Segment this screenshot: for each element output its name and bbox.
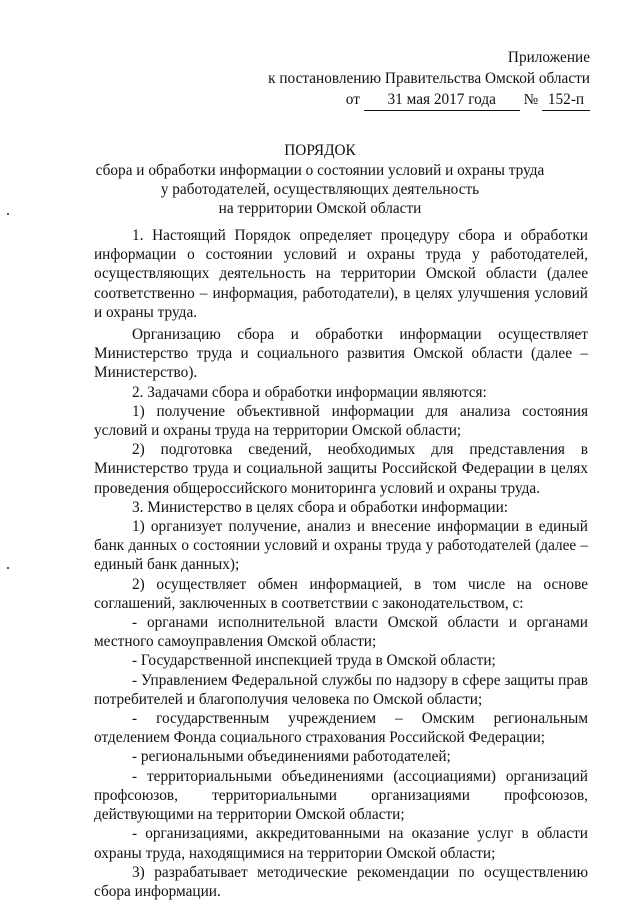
title-heading: ПОРЯДОК xyxy=(284,142,356,159)
dash-item-accredited-orgs: - организациями, аккредитованными на оказание услуг в области охраны труда, находящимися на территории Омской области; xyxy=(94,825,588,862)
dash-item-authorities: - органами исполнительной власти Омской области и органами местного самоуправления Омской области; xyxy=(94,614,588,651)
resolution-number: 152-п xyxy=(542,89,590,111)
dash-item-trade-unions: - территориальными объединениями (ассоциациями) организаций профсоюзов, территориальными организациями профсоюзов, действующими на территории Омской области; xyxy=(94,767,588,824)
list-item-3-1: 1) организует получение, анализ и внесение информации в единый банк данных о состоянии условий и охраны труда у работодателей (далее – единый банк данных); xyxy=(94,518,588,574)
appendix-block xyxy=(190,47,590,110)
paragraph-1: 1. Настоящий Порядок определяет процедуру сбора и обработки информации о состоянии условий и охраны труда у работодателей, осуществляющих деятельность на территории Омской области (далее соответственно – информация, работодатели), в целях улучшения условий и охраны труда. xyxy=(94,227,588,321)
document-title xyxy=(0,141,640,218)
appendix-date-line xyxy=(190,89,590,110)
from-label: от xyxy=(345,91,360,108)
title-line-3: на территории Омской области xyxy=(218,200,422,217)
list-item-2-2: 2) подготовка сведений, необходимых для представления в Министерство труда и социальной защиты Российской Федерации в целях проведения общероссийского мониторинга условий и охраны труда. xyxy=(94,441,588,497)
list-item-3-2: 2) осуществляет обмен информацией, в том числе на основе соглашений, заключенных в соответствии с законодательством, с: xyxy=(94,575,588,612)
list-item-3-3: 3) разрабатывает методические рекомендации по осуществлению сбора информации. xyxy=(94,863,588,900)
paragraph-3: 3. Министерство в целях сбора и обработки информации: xyxy=(132,498,509,516)
list-item-2-1: 1) получение объективной информации для анализа состояния условий и охраны труда на территории Омской области; xyxy=(94,402,588,440)
paragraph-organization: Организацию сбора и обработки информации осуществляет Министерство труда и социального развития Омской области (далее – Министерство). xyxy=(94,326,588,382)
dash-item-employers: - региональными объединениями работодателей; xyxy=(132,748,451,766)
title-line-1: сбора и обработки информации о состоянии условий и охраны труда xyxy=(95,162,545,179)
dash-item-rospotrebnadzor: - Управлением Федеральной службы по надзору в сфере защиты прав потребителей и благополучия человека по Омской области; xyxy=(94,671,588,708)
scan-speck xyxy=(7,567,9,569)
document-body xyxy=(94,226,588,901)
dash-item-social-insurance: - государственным учреждением – Омским региональным отделением Фонда социального страхования Российской Федерации; xyxy=(94,710,588,747)
paragraph-2: 2. Задачами сбора и обработки информации являются: xyxy=(132,383,487,401)
appendix-resolution: к постановлению Правительства Омской области xyxy=(268,70,590,87)
number-label: № xyxy=(523,91,539,108)
title-line-2: у работодателей, осуществляющих деятельность xyxy=(160,181,480,198)
dash-item-labor-inspection: - Государственной инспекцией труда в Омской области; xyxy=(132,652,496,670)
appendix-label: Приложение xyxy=(507,49,590,66)
resolution-date: 31 мая 2017 года xyxy=(364,89,520,111)
